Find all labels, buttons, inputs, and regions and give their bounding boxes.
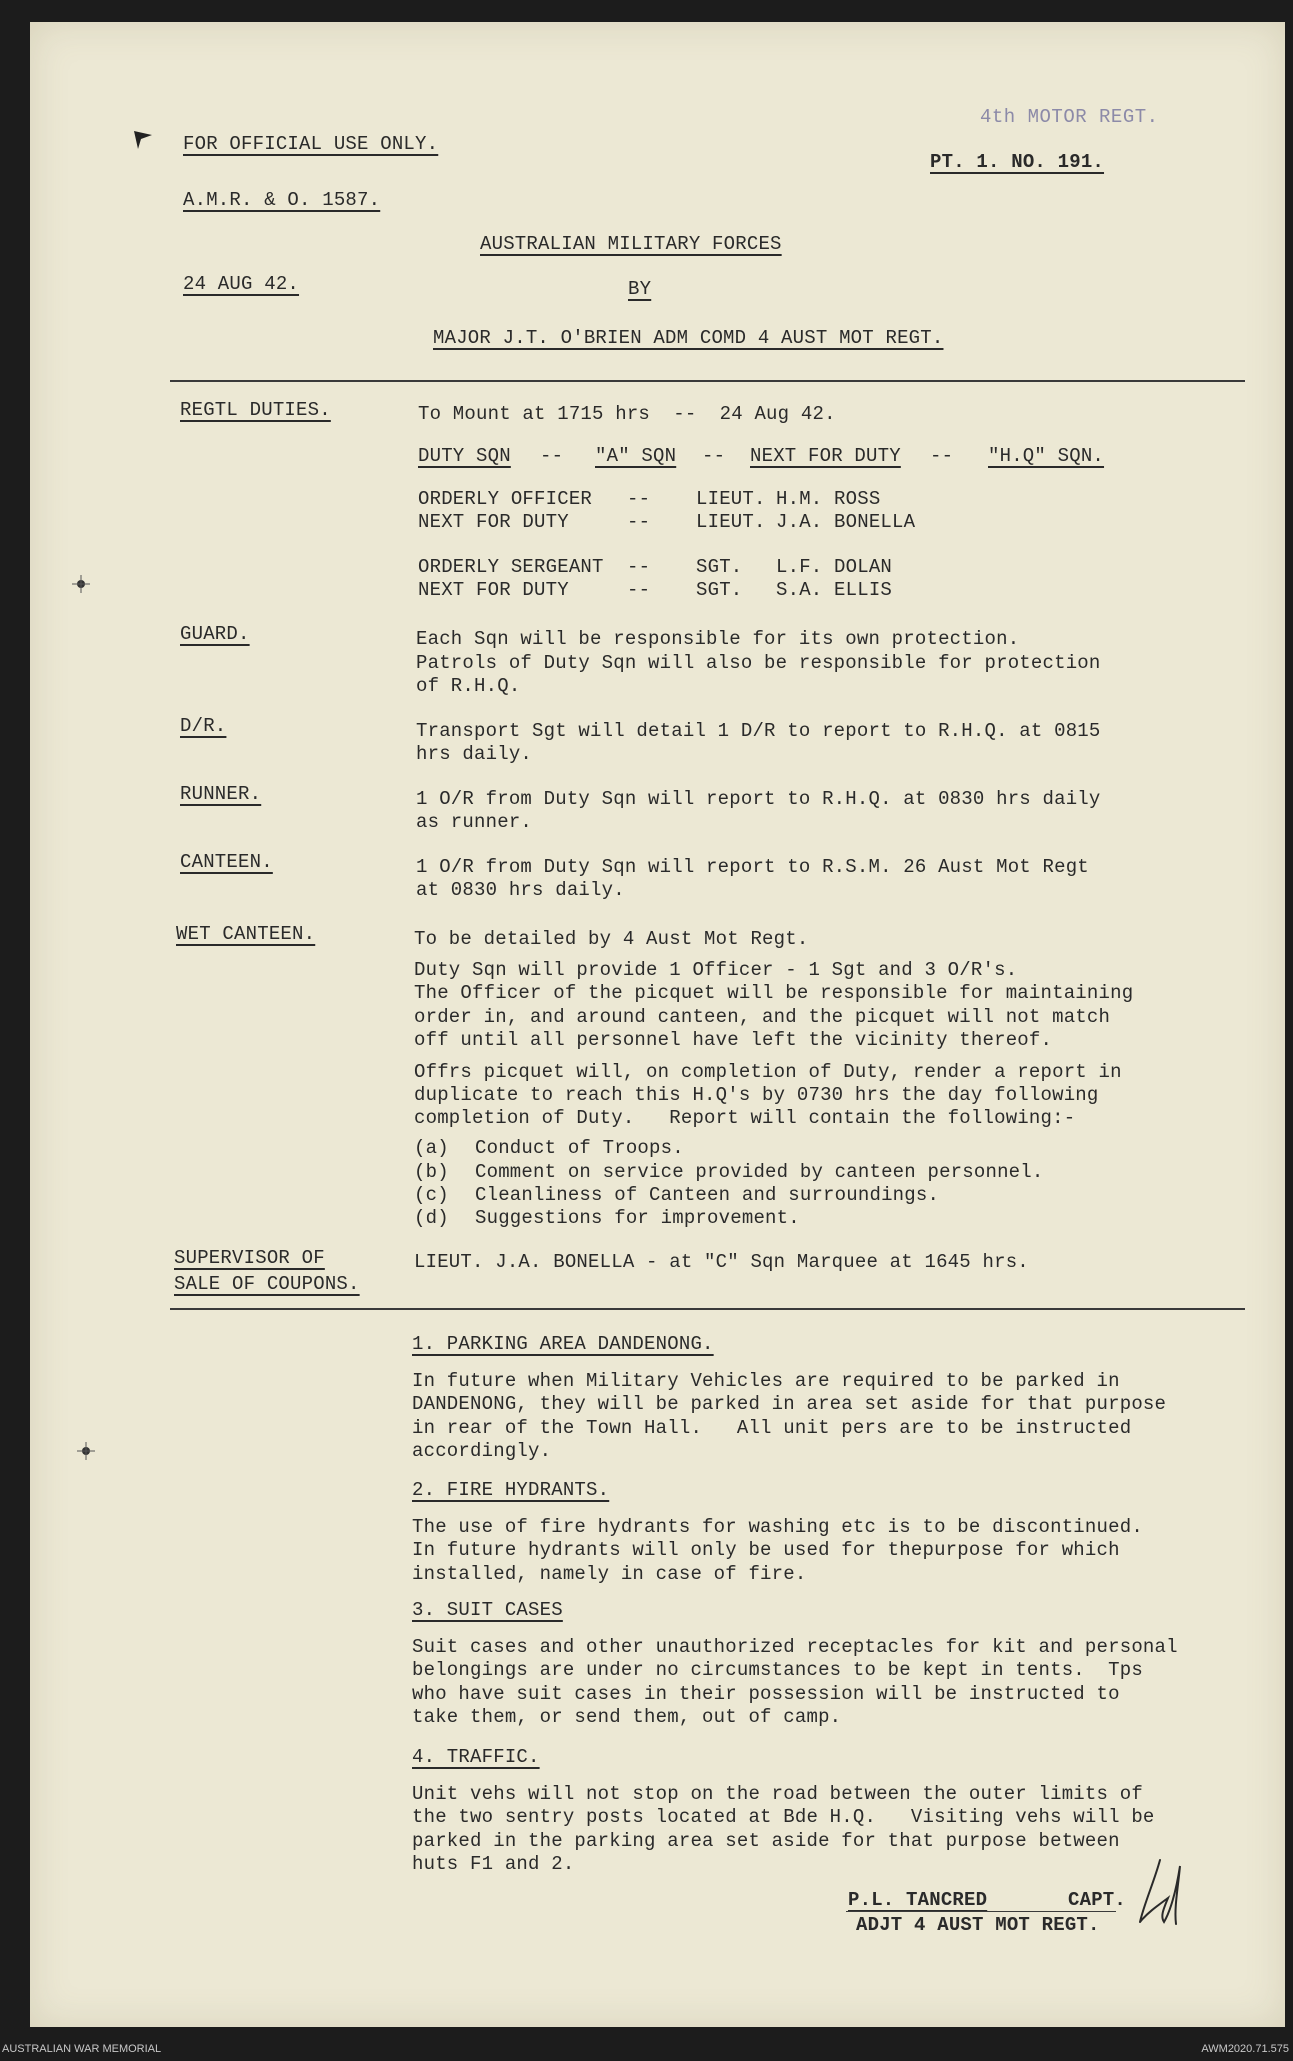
list-item-key: (c) xyxy=(414,1184,449,1206)
runner-text: as runner. xyxy=(416,811,533,833)
next-duty-label: NEXT FOR DUTY xyxy=(750,445,901,467)
by-label: BY xyxy=(628,278,652,300)
section-text: Suit cases and other unauthorized receptacles for kit and personal xyxy=(412,1636,1178,1658)
list-item-text: Cleanliness of Canteen and surroundings. xyxy=(475,1184,940,1206)
part-number: PT. 1. NO. 191. xyxy=(930,151,1105,173)
punch-hole-icon xyxy=(75,1440,97,1462)
duty-role: ORDERLY SERGEANT xyxy=(418,556,604,578)
duty-role: NEXT FOR DUTY xyxy=(418,579,569,601)
section-text: parked in the parking area set aside for that purpose between xyxy=(412,1830,1120,1852)
canteen-label: CANTEEN. xyxy=(180,851,273,873)
footer-left: AUSTRALIAN WAR MEMORIAL xyxy=(2,2043,162,2055)
regiment-stamp: 4th MOTOR REGT. xyxy=(980,106,1159,128)
section-text: The use of fire hydrants for washing etc is to be discontinued. xyxy=(412,1516,1143,1538)
wet-canteen-text: off until all personnel have left the vicinity thereof. xyxy=(414,1029,1053,1051)
duty-name: L.F. DOLAN xyxy=(776,556,893,578)
duty-separator: -- xyxy=(627,488,651,510)
dash-separator: -- xyxy=(930,445,954,467)
supervisor-label: SUPERVISOR OF xyxy=(174,1247,325,1269)
signatory-rank: CAPT. xyxy=(1068,1889,1127,1911)
duty-sqn-label: DUTY SQN xyxy=(418,445,511,467)
dr-text: hrs daily. xyxy=(416,743,533,765)
supervisor-label: SALE OF COUPONS. xyxy=(174,1273,360,1295)
a-sqn-label: "A" SQN xyxy=(595,445,677,467)
canteen-text: at 0830 hrs daily. xyxy=(416,879,625,901)
section-text: DANDENONG, they will be parked in area set aside for that purpose xyxy=(412,1393,1167,1415)
guard-label: GUARD. xyxy=(180,623,250,645)
section-text: the two sentry posts located at Bde H.Q. Visiting vehs will be xyxy=(412,1806,1155,1828)
runner-label: RUNNER. xyxy=(180,783,262,805)
wet-canteen-label: WET CANTEEN. xyxy=(176,923,316,945)
list-item-key: (b) xyxy=(414,1161,449,1183)
official-use-label: FOR OFFICIAL USE ONLY. xyxy=(183,133,439,155)
issuing-officer: MAJOR J.T. O'BRIEN ADM COMD 4 AUST MOT REGT. xyxy=(433,327,944,349)
wet-canteen-text: The Officer of the picquet will be responsible for maintaining xyxy=(414,982,1134,1004)
section-text: who have suit cases in their possession will be instructed to xyxy=(412,1683,1120,1705)
hq-sqn-label: "H.Q" SQN. xyxy=(988,445,1105,467)
duty-name: S.A. ELLIS xyxy=(776,579,893,601)
punch-mark-icon xyxy=(132,129,154,151)
duty-separator: -- xyxy=(627,556,651,578)
section-title: 4. TRAFFIC. xyxy=(412,1746,540,1768)
dash-separator: -- xyxy=(540,445,564,467)
canteen-text: 1 O/R from Duty Sqn will report to R.S.M. 26 Aust Mot Regt xyxy=(416,856,1089,878)
section-text: huts F1 and 2. xyxy=(412,1853,575,1875)
header-divider xyxy=(170,380,1245,382)
duty-name: J.A. BONELLA xyxy=(776,511,916,533)
duty-role: ORDERLY OFFICER xyxy=(418,488,593,510)
section-text: accordingly. xyxy=(412,1440,552,1462)
wet-canteen-text: completion of Duty. Report will contain the following:- xyxy=(414,1107,1076,1129)
section-title: 3. SUIT CASES xyxy=(412,1599,563,1621)
guard-text: of R.H.Q. xyxy=(416,675,521,697)
section-text: Unit vehs will not stop on the road between the outer limits of xyxy=(412,1783,1143,1805)
dr-text: Transport Sgt will detail 1 D/R to report to R.H.Q. at 0815 xyxy=(416,720,1101,742)
list-item-text: Comment on service provided by canteen personnel. xyxy=(475,1161,1044,1183)
document-page xyxy=(30,22,1285,2027)
mount-time: To Mount at 1715 hrs -- 24 Aug 42. xyxy=(418,403,836,425)
duty-name: H.M. ROSS xyxy=(776,488,881,510)
wet-canteen-text: Offrs picquet will, on completion of Duty, render a report in xyxy=(414,1061,1122,1083)
runner-text: 1 O/R from Duty Sqn will report to R.H.Q. at 0830 hrs daily xyxy=(416,788,1101,810)
signatory-name: P.L. TANCRED xyxy=(848,1889,988,1911)
duty-separator: -- xyxy=(627,579,651,601)
section-text: In future hydrants will only be used for thepurpose for which xyxy=(412,1539,1120,1561)
section-text: take them, or send them, out of camp. xyxy=(412,1706,842,1728)
duty-separator: -- xyxy=(627,511,651,533)
dr-label: D/R. xyxy=(180,715,227,737)
section-text: installed, namely in case of fire. xyxy=(412,1563,807,1585)
dash-separator: -- xyxy=(702,445,726,467)
handwritten-initials xyxy=(1130,1852,1190,1932)
duty-role: NEXT FOR DUTY xyxy=(418,511,569,533)
duty-rank: SGT. xyxy=(696,579,743,601)
section-title: 1. PARKING AREA DANDENONG. xyxy=(412,1333,714,1355)
list-item-text: Conduct of Troops. xyxy=(475,1137,684,1159)
wet-canteen-text: Duty Sqn will provide 1 Officer - 1 Sgt and 3 O/R's. xyxy=(414,959,1018,981)
signature-underline xyxy=(846,1911,1116,1912)
duty-rank: SGT. xyxy=(696,556,743,578)
forces-heading: AUSTRALIAN MILITARY FORCES xyxy=(480,233,782,255)
section-text: belongings are under no circumstances to be kept in tents. Tps xyxy=(412,1659,1143,1681)
regtl-duties-label: REGTL DUTIES. xyxy=(180,399,331,421)
section-text: In future when Military Vehicles are required to be parked in xyxy=(412,1370,1120,1392)
section-text: in rear of the Town Hall. All unit pers are to be instructed xyxy=(412,1417,1132,1439)
amr-reference: A.M.R. & O. 1587. xyxy=(183,189,381,211)
guard-text: Patrols of Duty Sqn will also be responsible for protection xyxy=(416,652,1101,674)
supervisor-text: LIEUT. J.A. BONELLA - at "C" Sqn Marquee at 1645 hrs. xyxy=(414,1251,1029,1273)
duty-rank: LIEUT. xyxy=(696,488,766,510)
wet-canteen-text: order in, and around canteen, and the picquet will not match xyxy=(414,1006,1111,1028)
guard-text: Each Sqn will be responsible for its own protection. xyxy=(416,628,1020,650)
order-date: 24 AUG 42. xyxy=(183,273,300,295)
signatory-title: ADJT 4 AUST MOT REGT. xyxy=(856,1914,1100,1936)
wet-canteen-text: duplicate to reach this H.Q's by 0730 hrs the day following xyxy=(414,1084,1099,1106)
footer-right: AWM2020.71.575 xyxy=(1201,2043,1289,2055)
section-divider xyxy=(170,1308,1245,1310)
punch-hole-icon xyxy=(70,573,92,595)
section-title: 2. FIRE HYDRANTS. xyxy=(412,1479,610,1501)
list-item-key: (d) xyxy=(414,1207,449,1229)
wet-canteen-text: To be detailed by 4 Aust Mot Regt. xyxy=(414,928,809,950)
list-item-text: Suggestions for improvement. xyxy=(475,1207,800,1229)
list-item-key: (a) xyxy=(414,1137,449,1159)
duty-rank: LIEUT. xyxy=(696,511,766,533)
